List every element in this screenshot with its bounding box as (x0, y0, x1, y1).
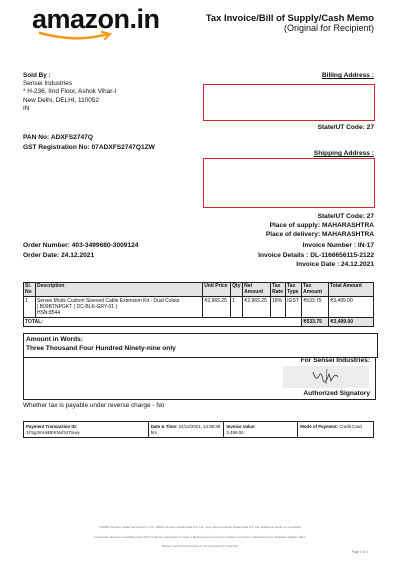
payment-transaction-label: Payment Transaction ID: (26, 424, 78, 429)
col-header-net-amount: Net Amount (243, 283, 271, 297)
invoice-date: Invoice Date : 24.12.2021 (296, 261, 374, 268)
place-of-supply: Place of supply: MAHARASHTRA (269, 221, 374, 229)
item-asin: | B09BTNPGKT ( DC-BLK-GRY-01 ) (36, 304, 118, 311)
table-row (24, 297, 374, 318)
invoice-number: Invoice Number : IN-17 (302, 242, 374, 249)
shipping-details (266, 213, 374, 239)
total-amount: ₹3,499.00 (329, 318, 374, 327)
payment-mode-label: Mode of Payment: (300, 424, 339, 429)
pan-number: PAN No: ADXFS2747Q (23, 134, 93, 141)
billing-address-redacted (203, 84, 375, 121)
signature-for-label: For Sensei Industries: (300, 357, 370, 364)
items-table (23, 282, 374, 327)
invoice-title-block (206, 12, 374, 34)
cell-qty: 1 (231, 297, 243, 318)
seller-heading: Sold By : (23, 72, 51, 79)
signature-image (283, 366, 369, 388)
billing-address-label: Billing Address : (321, 72, 374, 79)
cell-tax-type: IGST (286, 297, 302, 318)
total-label: TOTAL: (24, 318, 302, 327)
seller-country: IN (23, 104, 30, 112)
handwritten-signature-icon (283, 366, 369, 388)
shipping-address-redacted (203, 158, 375, 208)
invoice-subtitle: (Original for Recipient) (283, 23, 374, 33)
cell-net-amount: ₹2,965.25 (243, 297, 271, 318)
page-number: Page 1 of 1 (351, 550, 368, 554)
amazon-logo (32, 6, 172, 42)
amount-in-words-value: Three Thousand Four Hundred Ninety-nine only (26, 345, 176, 352)
authorized-signatory: Authorized Signatory (303, 390, 370, 397)
table-header-row (24, 283, 374, 297)
billing-state-code: State/UT Code: 27 (317, 124, 374, 131)
cell-tax-rate: 18% (271, 297, 286, 318)
item-hsn: HSN:8544 (36, 310, 61, 317)
reverse-charge-note: Whether tax is payable under reverse charge - No (23, 402, 165, 409)
payment-mode-cell (298, 422, 374, 438)
payment-datetime-suffix: hrs (150, 429, 157, 435)
payment-mode-value: Credit Card (339, 424, 362, 429)
col-header-description: Description (35, 283, 202, 297)
payment-row (24, 422, 374, 438)
payment-datetime-value: 24/12/2021, 14:59:38 (178, 424, 221, 429)
col-header-qty: Qty (231, 283, 243, 297)
seller-address-line2: New Delhi, DELHI, 110052 (23, 96, 99, 104)
invoice-details: Invoice Details : DL-1166656115-2122 (258, 251, 374, 259)
invoice-info (258, 241, 374, 270)
seller-block (23, 72, 116, 113)
order-info (23, 241, 138, 260)
footer-line-2: Customers desirous of availing input GST credit are requested to create a Business account and purchase on Amazon.in/business from Business eligible offers (94, 535, 306, 539)
order-number: Order Number: 403-3499680-3009124 (23, 242, 139, 249)
payment-transaction-value: 1FSg3mHsBEKNvf247mwy (26, 429, 80, 435)
shipping-state-code: State/UT Code: 27 (317, 213, 374, 220)
invoice-value-label: Invoice Value: (226, 424, 256, 429)
payment-invoice-value-cell (224, 422, 298, 438)
amount-in-words-label: Amount in Words: (26, 336, 84, 343)
table-total-row (24, 318, 374, 327)
shipping-address-label: Shipping Address : (313, 150, 374, 157)
cell-sl: 1 (24, 297, 36, 318)
logo-text: amazon.in (32, 4, 160, 34)
cell-total-amount: ₹3,499.00 (329, 297, 374, 318)
cell-description (35, 297, 202, 318)
invoice-title: Tax Invoice/Bill of Supply/Cash Memo (205, 12, 374, 23)
col-header-tax-type: Tax Type (286, 283, 302, 297)
payment-transaction-cell (24, 422, 149, 438)
payment-table (23, 421, 374, 438)
payment-datetime-cell (148, 422, 224, 438)
col-header-sl: Sl. No (24, 283, 36, 297)
place-of-delivery: Place of delivery: MAHARASHTRA (265, 230, 374, 238)
item-name: Sensei Mods Custom Sleeved Cable Extension Kit - Dual Colour (36, 298, 180, 305)
cell-tax-amount: ₹533.75 (302, 297, 329, 318)
col-header-total-amount: Total Amount (329, 283, 374, 297)
seller-name: Sensei Industries (23, 80, 73, 88)
invoice-value: 3,499.00 (226, 429, 244, 435)
order-date: Order Date: 24.12.2021 (23, 251, 95, 259)
col-header-unit-price: Unit Price (203, 283, 231, 297)
total-tax: ₹533.75 (302, 318, 329, 327)
gst-number: GST Registration No: 07ADXFS2747Q1ZW (23, 143, 155, 151)
payment-datetime-label: Date & Time: (150, 424, 178, 429)
amount-in-words-box (23, 333, 378, 358)
seller-address-line1: * H-236, IInd Floor, Ashok Vihar-I (23, 88, 117, 96)
col-header-tax-amount: Tax Amount (302, 283, 329, 297)
tax-ids (23, 133, 155, 152)
col-header-tax-rate: Tax Rate (271, 283, 286, 297)
cell-unit-price: ₹2,965.25 (203, 297, 231, 318)
footer-line-3: Please note that this invoice is not a demand for payment (161, 544, 239, 548)
amazon-smile-icon (38, 31, 116, 41)
footer-line-1: *ASSPL-Amazon Seller Services Pvt. Ltd., ARIPL-Amazon Retail India Pvt. Ltd. (only where Amazon Retail India Pvt. Ltd. fulfillment center is co-located) (98, 525, 302, 529)
